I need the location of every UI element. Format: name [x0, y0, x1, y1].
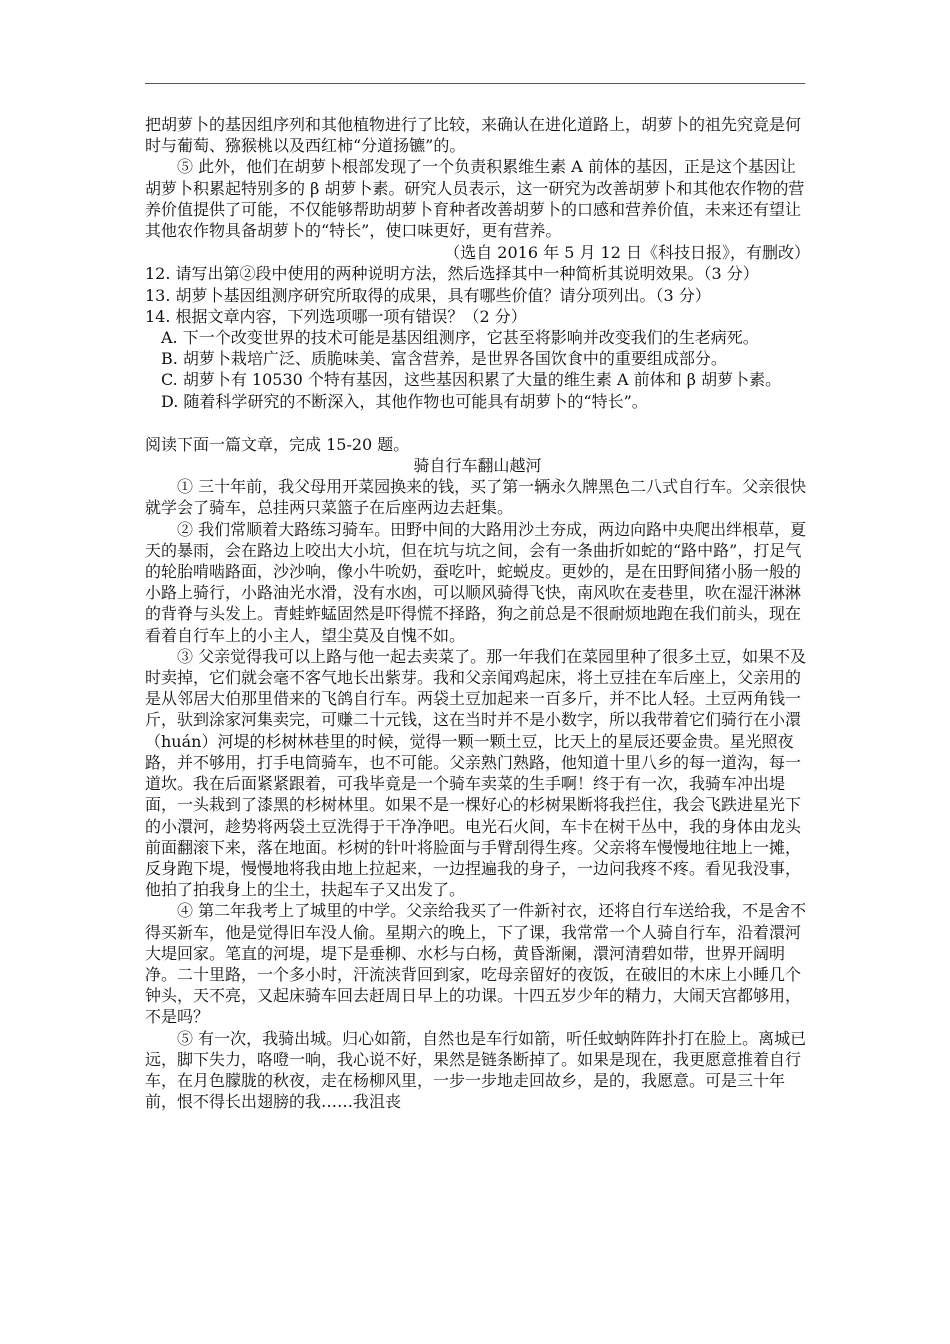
question-13: 13. 胡萝卜基因组测序研究所取得的成果，具有哪些价值？请分项列出。（3 分）	[145, 285, 711, 305]
question-12: 12. 请写出第②段中使用的两种说明方法，然后选择其中一种简析其说明效果。（3 分）	[145, 264, 759, 284]
option-d: D. 随着科学研究的不断深入，其他作物也可能具有胡萝卜的“特长”。	[161, 391, 648, 411]
header-rule	[145, 83, 805, 84]
option-c: C. 胡萝卜有 10530 个特有基因，这些基因积累了大量的维生素 A 前体和 β 胡萝卜素。	[161, 370, 782, 390]
question-14: 14. 根据文章内容，下列选项哪一项有错误？（2 分）	[145, 306, 527, 326]
paragraph-5: ⑤ 此外，他们在胡萝卜根部发现了一个负责积累维生素 A 前体的基因，正是这个基因让胡萝卜积累起特别多的 β 胡萝卜素。研究人员表示，这一研究为改善胡萝卜和其他农作物的营养价值提供了可能，不仅能够帮助胡萝卜育种者改善胡萝卜的口感和营养价值，未来还有望让其他农作物具备胡萝卜的“特长”，使口味更好，更有营养。	[145, 157, 805, 241]
section-gap	[145, 412, 810, 434]
option-b: B. 胡萝卜栽培广泛、质脆味美、富含营养，是世界各国饮食中的重要组成部分。	[161, 349, 727, 369]
document-body	[145, 114, 810, 1112]
story-paragraph-5: ⑤ 有一次，我骑出城。归心如箭，自然也是车行如箭，听任蚊蚋阵阵扑打在脸上。离城已远，脚下失力，咯噔一响，我心说不好，果然是链条断掉了。如果是现在，我更愿意推着自行车，在月色朦胧的秋夜，走在杨柳风里，一步一步地走回故乡，是的，我愿意。可是三十年前，恨不得长出翅膀的我……我沮丧	[145, 1028, 807, 1112]
story-paragraph-4: ④ 第二年我考上了城里的中学。父亲给我买了一件新衬衣，还将自行车送给我，不是舍不得买新车，他是觉得旧车没人偷。星期六的晚上，下了课，我常常一个人骑自行车，沿着澴河大堤回家。笔直的河堤，堤下是垂柳、水杉与白杨，黄昏渐阑，澴河清碧如带，世界开阔明净。二十里路，一个多小时，汗流浃背回到家，吃母亲留好的夜饭，在破旧的木床上小睡几个钟头，天不亮，又起床骑车回去赶周日早上的功课。十四五岁少年的精力，大闹天宫都够用，不是吗？	[145, 901, 807, 1027]
option-a: A. 下一个改变世界的技术可能是基因组测序，它甚至将影响并改变我们的生老病死。	[161, 328, 759, 348]
story-title: 骑自行车翻山越河	[413, 456, 542, 476]
source-citation: （选自 2016 年 5 月 12 日《科技日报》，有删改）	[444, 243, 810, 263]
story-paragraph-1: ① 三十年前，我父母用开菜园换来的钱，买了第一辆永久牌黑色二八式自行车。父亲很快就学会了骑车，总挂两只菜篮子在后座两边去赶集。	[145, 477, 807, 518]
story-paragraph-3: ③ 父亲觉得我可以上路与他一起去卖菜了。那一年我们在菜园里种了很多土豆，如果不及时卖掉，它们就会毫不客气地长出紫芽。我和父亲闻鸡起床，将土豆挂在车后座上，父亲用的是从邻居大伯那里借来的飞鸽自行车。两袋土豆加起来一百多斤，并不比人轻。土豆两角钱一斤，驮到涂家河集卖完，可赚二十元钱，这在当时并不是小数字，所以我带着它们骑行在小澴（huán）河堤的杉树林巷里的时候，觉得一颗一颗土豆，比天上的星辰还要金贵。星光照夜路，并不够用，打手电筒骑车，也不可能。父亲熟门熟路，他知道十里八乡的每一道沟，每一道坎。我在后面紧紧跟着，可我毕竟是一个骑车卖菜的生手啊！终于有一次，我骑车冲出堤面，一头栽到了漆黑的杉树林里。如果不是一棵好心的杉树果断将我拦住，我会飞跌进星光下的小澴河，趁势将两袋土豆洗得于干净净吧。电光石火间，车卡在树干丛中，我的身体由龙头前面翻滚下来，落在地面。杉树的针叶将脸面与手臂刮得生疼。父亲将车慢慢地往地上一摊，反身跑下堤，慢慢地将我由地上拉起来，一边捏遍我的身子，一边问我疼不疼。看见我没事，他拍了拍我身上的尘土，扶起车子又出发了。	[145, 646, 807, 900]
paragraph-intro-end: 把胡萝卜的基因组序列和其他植物进行了比较，来确认在进化道路上，胡萝卜的祖先究竟是何时与葡萄、猕猴桃以及西红柿“分道扬镳”的。	[145, 115, 802, 156]
story-paragraph-2: ② 我们常顺着大路练习骑车。田野中间的大路用沙土夯成，两边向路中央爬出绊根草，夏天的暴雨，会在路边上咬出大小坑，但在坑与坑之间，会有一条曲折如蛇的“路中路”，打足气的轮胎啃啮路面，沙沙响，像小牛吮奶，蚕吃叶，蛇蜕皮。更妙的，是在田野间猪小肠一般的小路上骑行，小路油光水滑，没有水凼，可以顺风骑得飞快，南风吹在麦巷里，吹在湿汗淋淋的背脊与头发上。青蛙蚱蜢固然是吓得慌不择路，狗之前总是不很耐烦地跑在我们前头，现在看着自行车上的小主人，望尘莫及自愧不如。	[145, 519, 807, 645]
reading-instruction: 阅读下面一篇文章，完成 15-20 题。	[145, 434, 410, 454]
